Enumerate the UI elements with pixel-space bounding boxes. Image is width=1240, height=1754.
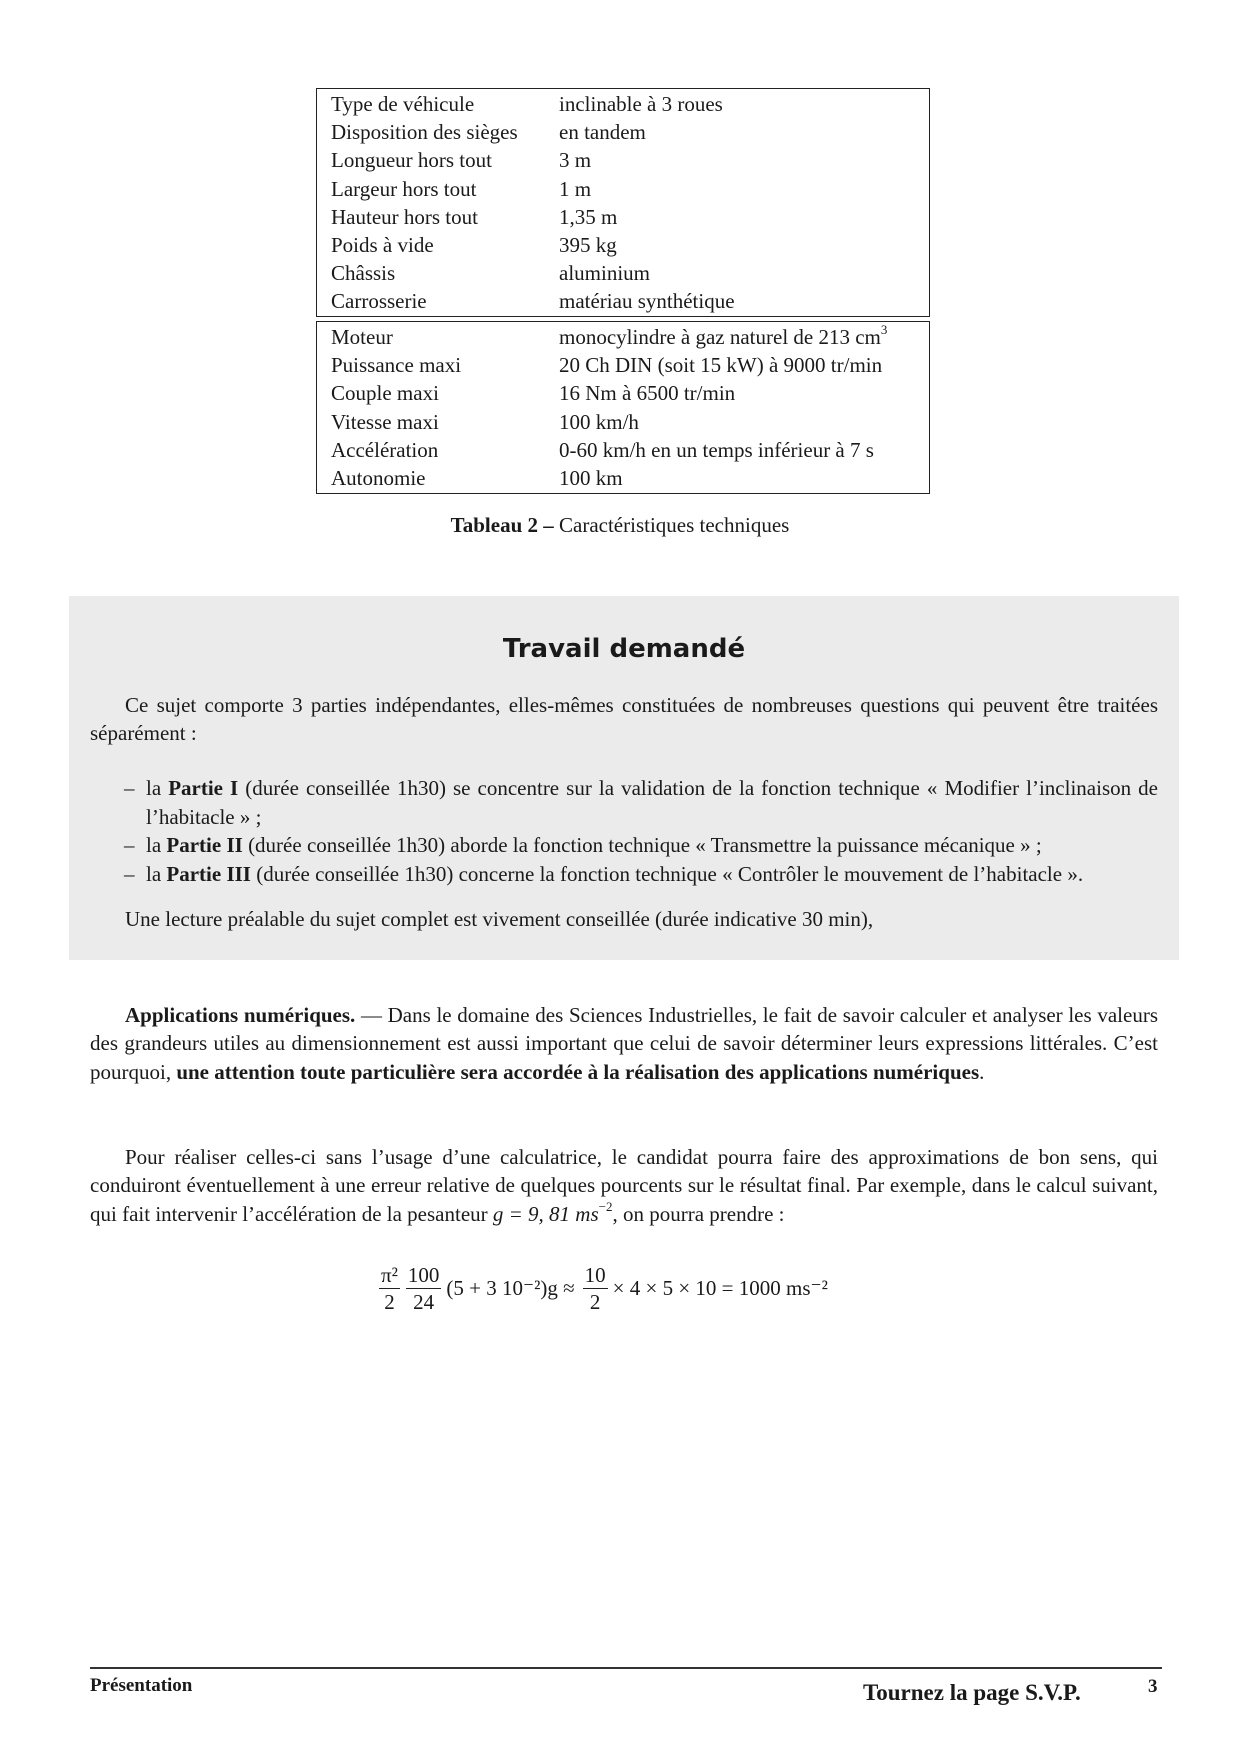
- table-row: Autonomie 100 km: [331, 466, 623, 491]
- spec-table-engine: [316, 321, 930, 494]
- fraction: $\frac{100}{24}$: [407, 1262, 440, 1314]
- table-row: Longueur hors tout 3 m: [331, 148, 592, 173]
- table-caption: Tableau 2 – Caractéristiques techniques: [450, 513, 790, 537]
- intro-paragraph: Ce sujet comporte 3 parties indépendantes, elles-mêmes constituées de nombreuses questions qui peuvent être traitées séparément :: [90, 693, 1158, 745]
- parts-list: [90, 774, 1158, 888]
- fraction: $\frac{10}{2}$: [584, 1262, 606, 1314]
- table-row: Puissance maxi 20 Ch DIN (soit 15 kW) à 9000 tr/min: [331, 353, 883, 378]
- table-row: Châssis aluminium: [331, 261, 650, 286]
- table-row: Carrosserie matériau synthétique: [331, 289, 735, 314]
- fraction: $\frac{\text{π²}}{2}$: [381, 1262, 398, 1314]
- table-row: Moteur monocylindre à gaz naturel de 213 $cm^3$: [331, 322, 888, 349]
- list-item: – la Partie I (durée conseillée 1h30) se concentre sur la validation de la fonction technique « Modifier l’inclinaison de l’habitacle » ;: [124, 776, 1158, 829]
- table-row: Hauteur hors tout 1,35 m: [331, 204, 618, 229]
- footer-divider: [90, 1667, 1162, 1669]
- spec-table-vehicle: [316, 88, 930, 317]
- table-row: Largeur hors tout 1 m: [331, 176, 592, 201]
- table-row: Disposition des sièges en tandem: [331, 120, 646, 145]
- box-title: Travail demandé: [502, 634, 746, 664]
- list-item: – la Partie II (durée conseillée 1h30) aborde la fonction technique « Transmettre la puissance mécanique » ;: [124, 833, 1042, 857]
- applications-paragraph: Applications numériques. — Dans le domaine des Sciences Industrielles, le fait de savoir calculer et analyser les valeurs des grandeurs utiles au dimensionnement est aussi important que celui de savoir déterminer leurs expressions littérales. C’est pourquoi, une attention toute particulière sera accordée à la réalisation des applications numériques.: [90, 1003, 1158, 1084]
- closing-paragraph: Une lecture préalable du sujet complet est vivement conseillée (durée indicative 30 min),: [125, 907, 874, 931]
- footer-section-label: Présentation: [90, 1675, 193, 1696]
- footer-turn-page: Tournez la page S.V.P.: [863, 1680, 1081, 1705]
- table-row: Vitesse maxi 100 km/h: [331, 409, 639, 434]
- work-required-box: [69, 596, 1179, 960]
- example-formula: $\frac{\text{π²}}{2}$ $\frac{100}{24}$ (5 + 3 10⁻²)g ≈ $\frac{10}{2}$ × 4 × 5 × 10 = 1000 ms⁻²: [381, 1262, 828, 1314]
- table-row: Poids à vide 395 kg: [331, 233, 617, 258]
- page-number: 3: [1148, 1676, 1158, 1697]
- list-item: – la Partie III (durée conseillée 1h30) concerne la fonction technique « Contrôler le mouvement de l’habitacle ».: [124, 861, 1084, 886]
- table-row: Accélération 0-60 km/h en un temps inférieur à 7 s: [331, 437, 874, 462]
- table-row: Couple maxi 16 Nm à 6500 tr/min: [331, 381, 736, 406]
- approximation-paragraph: Pour réaliser celles-ci sans l’usage d’une calculatrice, le candidat pourra faire des approximations de bon sens, qui conduiront éventuellement à une erreur relative de quelques pourcents sur le résultat final. Par exemple, dans le calcul suivant, qui fait intervenir l’accélération de la pesanteur g = 9, 81 $ms^{-2}$, on pourra prendre :: [90, 1145, 1158, 1226]
- table-row: Type de véhicule inclinable à 3 roues: [331, 92, 723, 116]
